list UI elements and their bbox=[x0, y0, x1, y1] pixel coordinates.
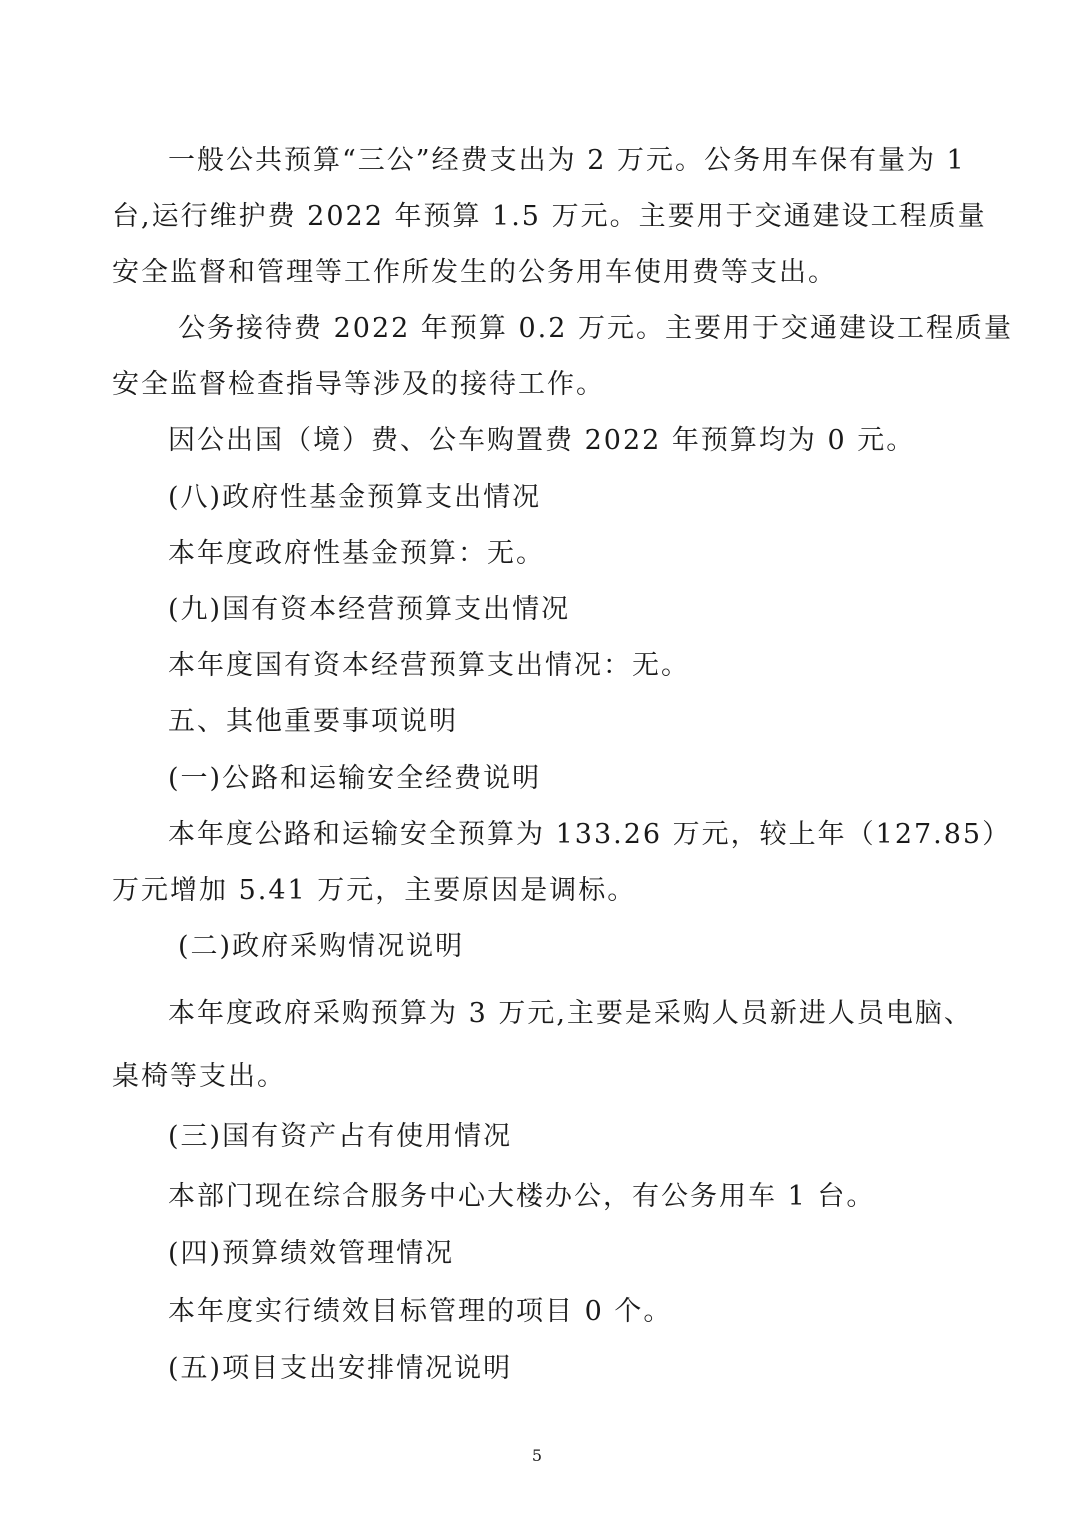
section-heading: (三)国有资产占有使用情况 bbox=[168, 1121, 513, 1152]
paragraph-line: 安全监督和管理等工作所发生的公务用车使用费等支出。 bbox=[112, 257, 837, 288]
paragraph-line: 桌椅等支出。 bbox=[112, 1061, 286, 1092]
paragraph-line: 万元增加 5.41 万元，主要原因是调标。 bbox=[112, 875, 637, 906]
section-heading: (九)国有资本经营预算支出情况 bbox=[168, 594, 571, 625]
paragraph-line: 本年度政府采购预算为 3 万元,主要是采购人员新进人员电脑、 bbox=[168, 998, 973, 1029]
paragraph-line: 本年度实行绩效目标管理的项目 0 个。 bbox=[168, 1296, 673, 1327]
section-heading: (五)项目支出安排情况说明 bbox=[168, 1353, 513, 1384]
paragraph-line: 安全监督检查指导等涉及的接待工作。 bbox=[112, 369, 605, 400]
paragraph-line: 本年度公路和运输安全预算为 133.26 万元，较上年（127.85） bbox=[168, 819, 1012, 850]
paragraph-line: 公务接待费 2022 年预算 0.2 万元。主要用于交通建设工程质量 bbox=[178, 313, 1013, 344]
page-number: 5 bbox=[531, 1446, 543, 1465]
section-heading: 五、其他重要事项说明 bbox=[168, 706, 458, 737]
paragraph-line: 本年度政府性基金预算：无。 bbox=[168, 538, 545, 569]
paragraph-line: 一般公共预算“三公”经费支出为 2 万元。公务用车保有量为 1 bbox=[168, 145, 966, 176]
section-heading: (八)政府性基金预算支出情况 bbox=[168, 482, 542, 513]
section-heading: (四)预算绩效管理情况 bbox=[168, 1238, 455, 1269]
section-heading: (一)公路和运输安全经费说明 bbox=[168, 763, 542, 794]
paragraph-line: 本年度国有资本经营预算支出情况：无。 bbox=[168, 650, 690, 681]
paragraph-line: 台,运行维护费 2022 年预算 1.5 万元。主要用于交通建设工程质量 bbox=[112, 201, 987, 232]
paragraph-line: 因公出国（境）费、公车购置费 2022 年预算均为 0 元。 bbox=[168, 425, 916, 456]
paragraph-line: 本部门现在综合服务中心大楼办公，有公务用车 1 台。 bbox=[168, 1181, 876, 1212]
section-heading: (二)政府采购情况说明 bbox=[178, 931, 465, 962]
